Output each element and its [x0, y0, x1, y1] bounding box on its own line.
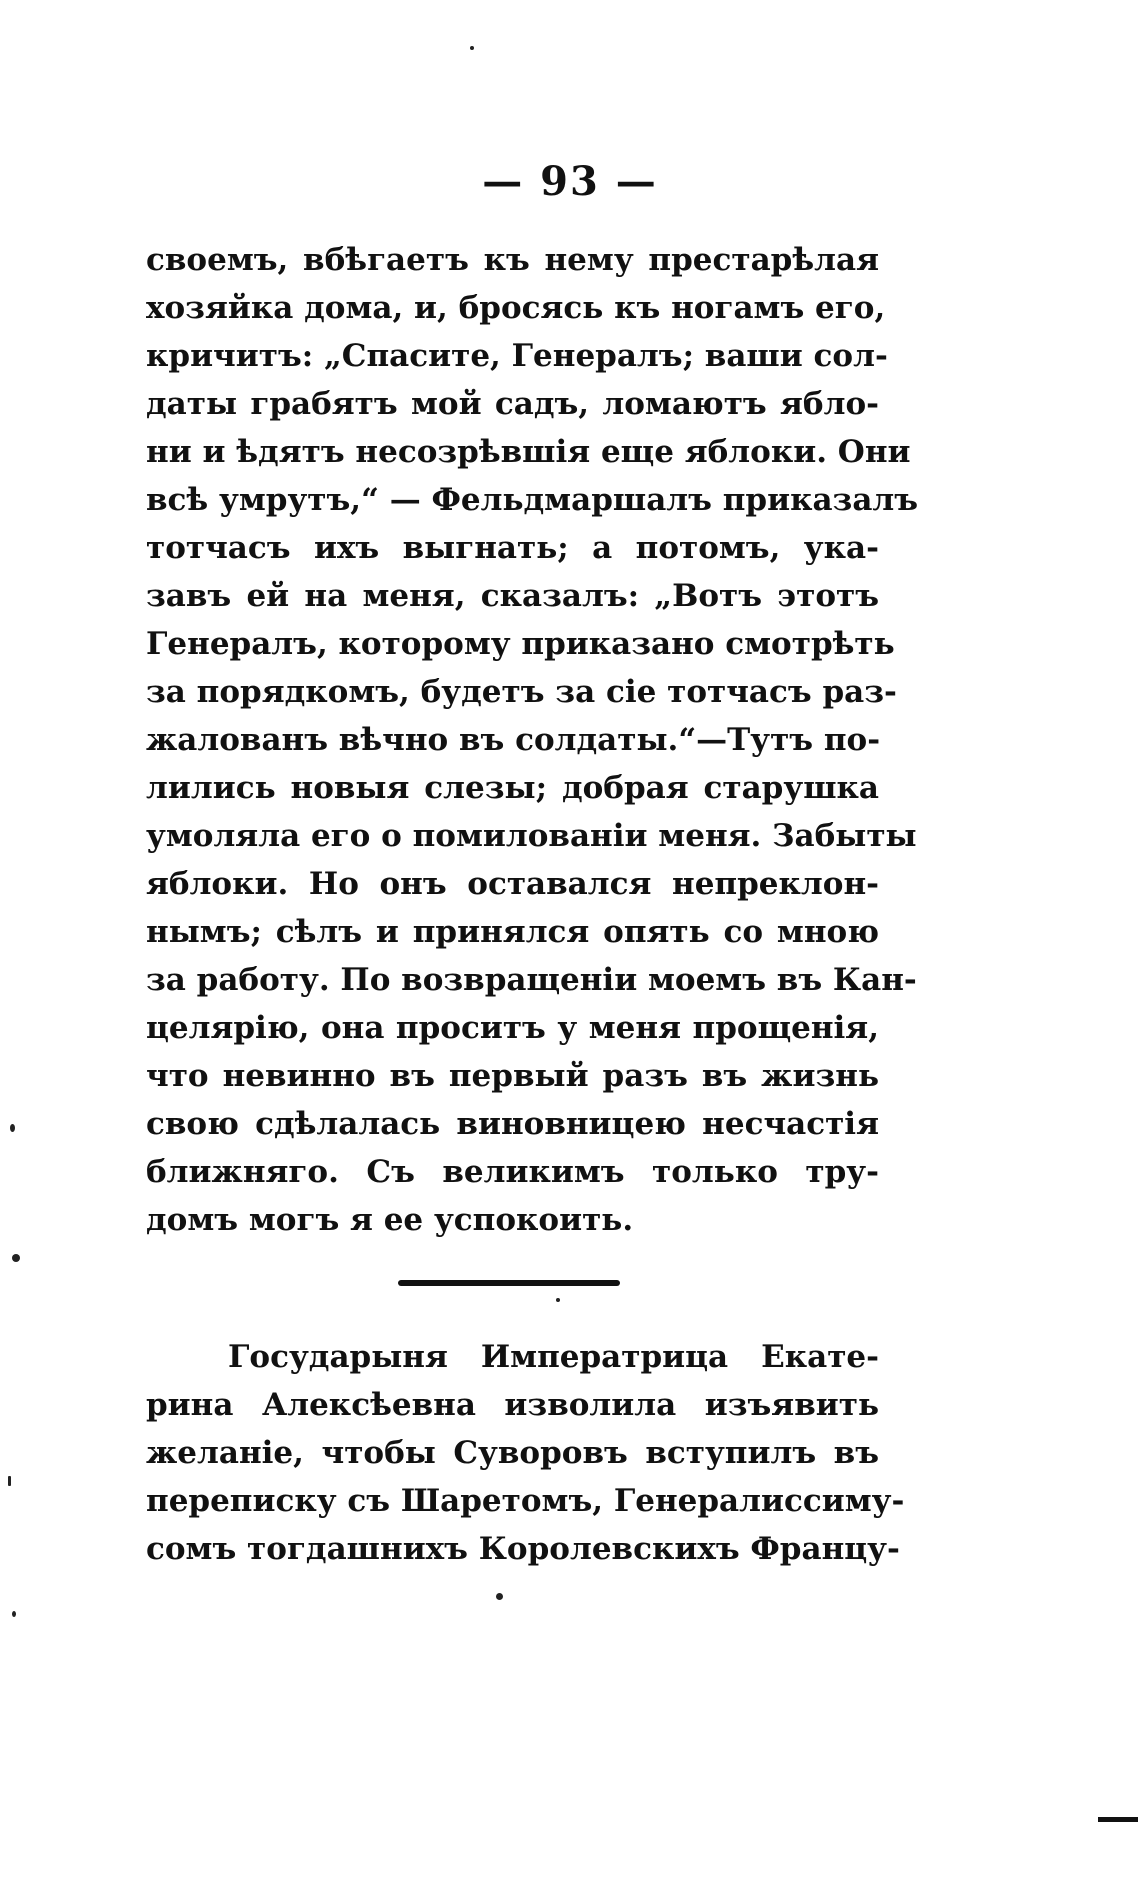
text-line: всѣ умрутъ,“ — Фельдмаршалъ приказалъ — [146, 482, 919, 518]
text-line: умоляла его о помилованіи меня. Забыты — [146, 818, 917, 854]
text-line: жалованъ вѣчно въ солдаты.“—Тутъ по- — [146, 722, 881, 758]
text-line: сомъ тогдашнихъ Королевскихъ Францу- — [146, 1531, 900, 1567]
text-line: нымъ; сѣлъ и принялся опять со мною — [146, 914, 879, 950]
text-line: что невинно въ первый разъ въ жизнь — [146, 1058, 879, 1094]
text-line: лились новыя слезы; добрая старушка — [146, 770, 879, 806]
print-speck — [496, 1593, 503, 1600]
text-line: даты грабятъ мой садъ, ломаютъ ябло- — [146, 386, 879, 422]
print-speck — [556, 1298, 560, 1302]
text-line: Генералъ, которому приказано смотрѣть — [146, 626, 895, 662]
edge-mark — [1098, 1817, 1138, 1822]
text-line: своемъ, вбѣгаетъ къ нему престарѣлая — [146, 242, 879, 278]
text-line: за работу. По возвращеніи моемъ въ Кан- — [146, 962, 917, 998]
text-line: переписку съ Шаретомъ, Генералиссиму- — [146, 1483, 905, 1519]
text-line: желаніе, чтобы Суворовъ вступилъ въ — [146, 1435, 879, 1471]
text-line: ближняго. Съ великимъ только тру- — [146, 1154, 879, 1190]
text-line: рина Алексѣевна изволила изъявить — [146, 1387, 879, 1423]
text-line: целярію, она проситъ у меня прощенія, — [146, 1010, 879, 1046]
text-line: Государыня Императрица Екате- — [228, 1339, 879, 1375]
print-speck — [12, 1611, 16, 1617]
print-speck — [12, 1254, 20, 1262]
text-line: тотчасъ ихъ выгнать; а потомъ, ука- — [146, 530, 879, 566]
text-line: кричитъ: „Спасите, Генералъ; ваши сол- — [146, 338, 888, 374]
print-speck — [8, 1476, 11, 1486]
page-number: — 93 — — [482, 158, 658, 205]
print-speck — [10, 1124, 15, 1132]
text-line: завъ ей на меня, сказалъ: „Вотъ этотъ — [146, 578, 879, 614]
print-speck — [470, 46, 474, 50]
paragraph-2 — [146, 1333, 905, 1573]
text-line: за порядкомъ, будетъ за сіе тотчасъ раз- — [146, 674, 897, 710]
paragraph-1 — [146, 236, 919, 1244]
text-line: домъ могъ я ее успокоить. — [146, 1202, 634, 1238]
text-line: хозяйка дома, и, бросясь къ ногамъ его, — [146, 290, 886, 326]
text-line: ни и ѣдятъ несозрѣвшія еще яблоки. Они — [146, 434, 911, 470]
text-line: яблоки. Но онъ оставался непреклон- — [146, 866, 879, 902]
section-divider — [398, 1280, 620, 1286]
text-line: свою сдѣлалась виновницею несчастія — [146, 1106, 879, 1142]
